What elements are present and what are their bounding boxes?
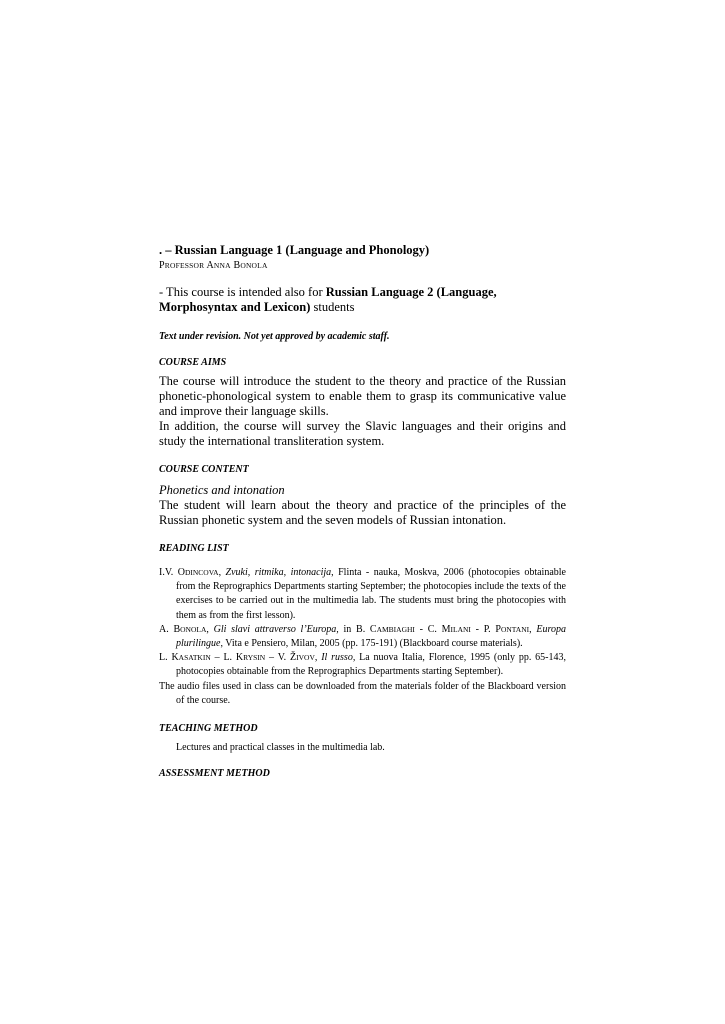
aims-paragraph-1: The course will introduce the student to the theory and practice of the Russian phonetic-phonological system to enable them to grasp its communicative value and improve their language skills. [159, 374, 566, 418]
ref-rest: , Flinta - nauka, Moskva, 2006 (photocopies obtainable from the Reprographics Departments starting September; the photocopies include the texts of the exercises to be carried out in the multimedia lab. The students must bring the photocopies with them as from the first lesson). [176, 567, 566, 621]
prof-last-rest: ONOLA [240, 261, 268, 270]
course-title: . – Russian Language 1 (Language and Phonology) [159, 243, 430, 257]
aims-paragraph-2: In addition, the course will survey the Slavic languages and their origins and study the international transliteration system. [159, 419, 566, 448]
ref-author: – V. Ž [265, 652, 297, 664]
prof-rest: ROFESSOR [164, 261, 205, 270]
revision-note: Text under revision. Not yet approved by academic staff. [159, 331, 390, 342]
ref-author: I.V. O [159, 567, 185, 578]
content-heading: COURSE CONTENT [159, 464, 249, 475]
intro-paragraph [159, 285, 566, 315]
ref-rest: La nuova Italia, Florence, 1995 (only pp. 65-143, photocopies obtainable from the Reprographics Departments starting September). [176, 652, 566, 678]
professor-name [159, 260, 566, 271]
intro-lead: - This course is intended also for [159, 285, 326, 299]
teaching-text: Lectures and practical classes in the multimedia lab. [176, 742, 385, 754]
ref-title: Zvuki, ritmika, intonacija [225, 567, 332, 578]
reading-item [159, 623, 566, 651]
ref-sep: , [218, 567, 226, 578]
intro-bold-course: Russian Language 2 (Language, Morphosyntax and Lexicon) [159, 285, 497, 314]
ref-author: A. B [159, 623, 181, 635]
reading-item [159, 566, 566, 623]
prof-initial: P [159, 260, 165, 271]
ref-author-sc: RYSIN [243, 653, 266, 663]
ref-author: L. K [159, 652, 179, 664]
ref-title: Il russo, [321, 652, 356, 664]
ref-editor: - C. M [414, 623, 451, 635]
prof-last-initial: B [230, 260, 241, 271]
document-page [159, 243, 566, 779]
ref-sep: , [529, 623, 537, 635]
ref-editor-sc: AMBIAGHI [376, 624, 415, 634]
ref-editor: - P. P [470, 623, 501, 635]
ref-author-sc: ASATKIN [178, 653, 211, 663]
ref-sep: , [314, 652, 322, 664]
ref-editor: in B. C [338, 623, 377, 635]
intro-tail: students [310, 300, 355, 314]
ref-sep: , [206, 623, 214, 635]
ref-book-title: Europa plurilingue [176, 623, 566, 650]
ref-author-sc: DINCOVA [184, 568, 219, 577]
reading-heading: READING LIST [159, 543, 229, 554]
ref-editor-sc: ILANI [450, 624, 471, 634]
prof-first-rest: NNA [213, 261, 231, 270]
teaching-heading: TEACHING METHOD [159, 723, 258, 735]
ref-rest: , Vita e Pensiero, Milan, 2005 (pp. 175-191) (Blackboard course materials). [220, 638, 523, 650]
ref-title: Gli slavi attraverso l’Europa, [213, 623, 339, 635]
ref-author-sc: ONOLA [180, 624, 207, 634]
ref-author: – L. K [210, 652, 244, 664]
reading-list [159, 566, 566, 708]
assessment-heading: ASSESSMENT METHOD [159, 768, 270, 780]
aims-heading: COURSE AIMS [159, 357, 227, 368]
prof-first-initial: A [204, 260, 214, 271]
audio-note: The audio files used in class can be downloaded from the materials folder of the Blackboard version of the course. [159, 680, 566, 706]
reading-item [159, 651, 566, 679]
content-subheading: Phonetics and intonation [159, 483, 285, 497]
content-paragraph: The student will learn about the theory and practice of the principles of the Russian phonetic system and the seven models of Russian intonation. [159, 498, 566, 527]
ref-editor-sc: ONTANI [500, 624, 530, 634]
ref-author-sc: IVOV [296, 653, 315, 663]
